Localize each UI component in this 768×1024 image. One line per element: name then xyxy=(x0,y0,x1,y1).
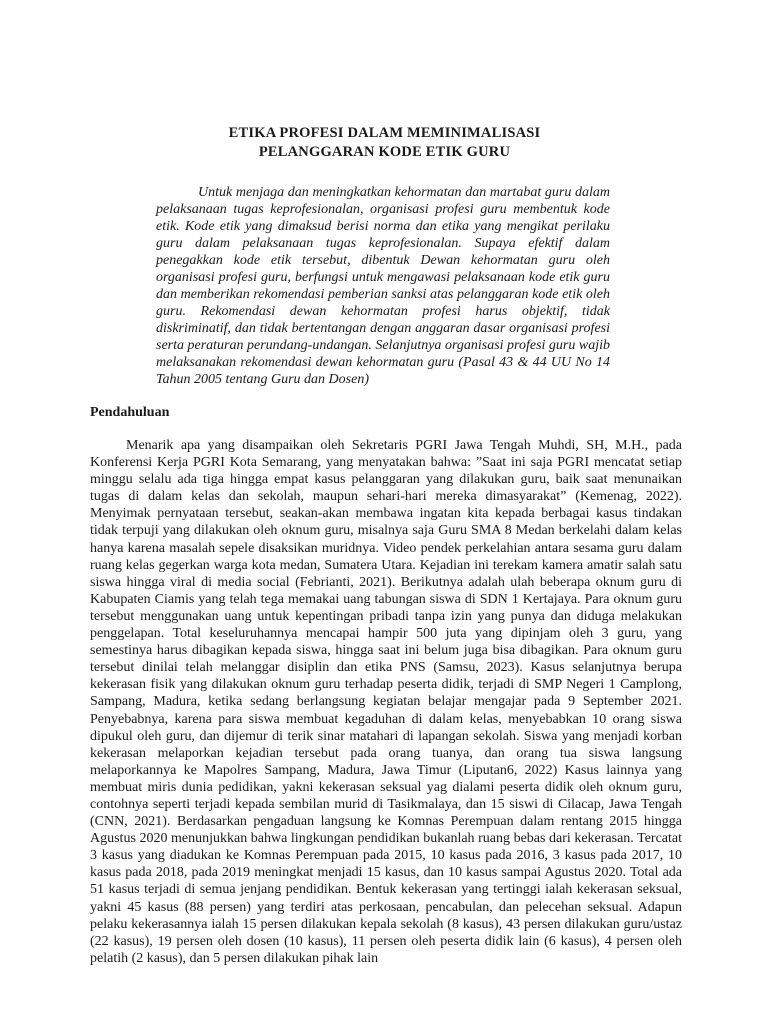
document-title xyxy=(88,124,681,162)
section-heading: Pendahuluan xyxy=(90,405,170,420)
abstract-paragraph: Untuk menjaga dan meningkatkan kehormatan dan martabat guru dalam pelaksanaan tugas keprofesionalan, organisasi profesi guru membentuk kode etik. Kode etik yang dimaksud berisi norma dan etika yang mengikat perilaku guru dalam pelaksanaan tugas keprofesionalan. Supaya efektif dalam penegakkan kode etik tersebut, dibentuk Dewan kehormatan guru oleh organisasi profesi guru, berfungsi untuk mengawasi pelaksanaan kode etik guru dan memberikan rekomendasi pemberian sanksi atas pelanggaran kode etik oleh guru. Rekomendasi dewan kehormatan profesi harus objektif, tidak diskriminatif, dan tidak bertentangan dengan anggaran dasar organisasi profesi serta peraturan perundang-undangan. Selanjutnya organisasi profesi guru wajib melaksanakan rekomendasi dewan kehormatan guru (Pasal 43 & 44 UU No 14 Tahun 2005 tentang Guru dan Dosen) xyxy=(156,185,610,387)
title-line-1: ETIKA PROFESI DALAM MEMINIMALISASI xyxy=(228,125,541,141)
document-page xyxy=(88,0,681,1024)
body-paragraph: Menarik apa yang disampaikan oleh Sekretaris PGRI Jawa Tengah Muhdi, SH, M.H., pada Konferensi Kerja PGRI Kota Semarang, yang menyatakan bahwa: ”Saat ini saja PGRI mencatat setiap minggu selalu ada tiga hingga empat kasus pelanggaran yang dilakukan guru, baik saat menunaikan tugas di dalam kelas dan sekolah, maupun sehari-hari mereka dimasyarakat” (Kemenag, 2022). Menyimak pernyataan tersebut, seakan-akan membawa ingatan kita kepada berbagai kasus tindakan tidak terpuji yang dilakukan oleh oknum guru, misalnya saja Guru SMA 8 Medan berkelahi dalam kelas hanya karena masalah sepele disaksikan muridnya. Video pendek perkelahian antara sesama guru dalam ruang kelas gegerkan warga kota medan, Sumatera Utara. Kejadian ini terekam kamera amatir salah satu siswa hingga viral di media social (Febrianti, 2021). Berikutnya adalah ulah beberapa oknum guru di Kabupaten Ciamis yang telah tega memakai uang tabungan siswa di SDN 1 Kertajaya. Para oknum guru tersebut menggunakan uang untuk kepentingan pribadi tanpa izin yang punya dan diduga melakukan penggelapan. Total keseluruhannya mencapai hampir 500 juta yang dipinjam oleh 3 guru, yang semestinya harus dibagikan kepada siswa, hingga saat ini belum juga bisa dibagikan. Para oknum guru tersebut dinilai telah melanggar disiplin dan etika PNS (Samsu, 2023). Kasus selanjutnya berupa kekerasan fisik yang dilakukan oknum guru terhadap peserta didik, terjadi di SMP Negeri 1 Camplong, Sampang, Madura, ketika sedang berlangsung kegiatan belajar mengajar pada 9 September 2021. Penyebabnya, karena para siswa membuat kegaduhan di dalam kelas, menyebabkan 10 orang siswa dipukul oleh guru, dan dijemur di terik sinar matahari di lapangan sekolah. Siswa yang menjadi korban kekerasan melaporkan kejadian tersebut pada orang tuanya, dan orang tua siswa langsung melaporkannya ke Mapolres Sampang, Madura, Jawa Timur (Liputan6, 2022) Kasus lainnya yang membuat miris dunia pedidikan, yakni kekerasan seksual yag dialami peserta didik oleh oknum guru, contohnya seperti terjadi kepada sembilan murid di Tasikmalaya, dan 15 siswi di Cilacap, Jawa Tengah (CNN, 2021). Berdasarkan pengaduan langsung ke Komnas Perempuan dalam rentang 2015 hingga Agustus 2020 menunjukkan bahwa lingkungan pendidikan bukanlah ruang bebas dari kekerasan. Tercatat 3 kasus yang diadukan ke Komnas Perempuan pada 2015, 10 kasus pada 2016, 3 kasus pada 2017, 10 kasus pada 2018, pada 2019 meningkat menjadi 15 kasus, dan 10 kasus sampai Agustus 2020. Total ada 51 kasus terjadi di semua jenjang pendidikan. Bentuk kekerasan yang tertinggi ialah kekerasan seksual, yakni 45 kasus (88 persen) yang terdiri atas perkosaan, pencabulan, dan pelecehan seksual. Adapun pelaku kekerasannya ialah 15 persen dilakukan kepala sekolah (8 kasus), 43 persen dilakukan guru/ustaz (22 kasus), 19 persen oleh dosen (10 kasus), 11 persen oleh peserta didik lain (6 kasus), 4 persen oleh pelatih (2 kasus), dan 5 persen dilakukan pihak lain xyxy=(90,438,682,966)
title-line-2: PELANGGARAN KODE ETIK GURU xyxy=(258,144,511,160)
